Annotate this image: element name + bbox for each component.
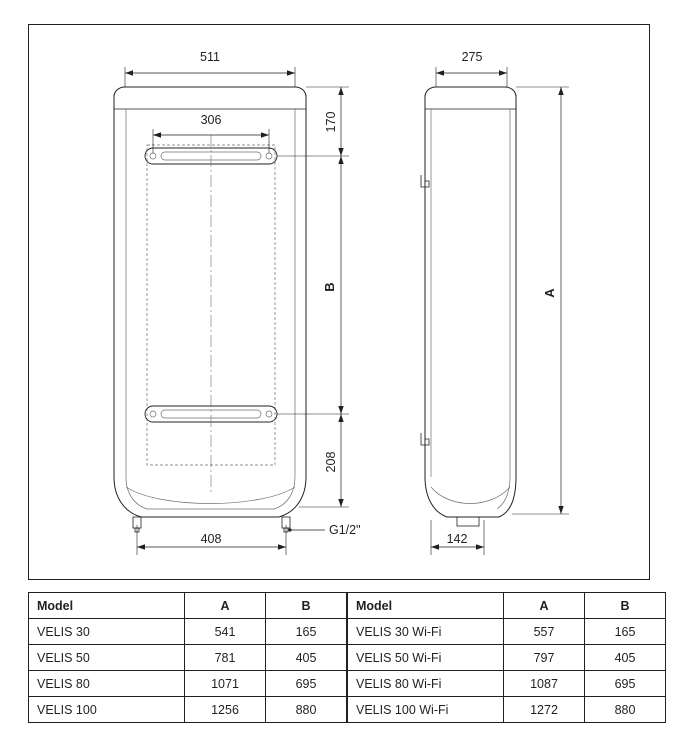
dim-base-depth bbox=[431, 520, 484, 555]
dim-bracket-spacing bbox=[322, 156, 344, 414]
header-model: Model bbox=[348, 593, 504, 619]
cell-b: 165 bbox=[585, 619, 666, 645]
drawing-frame bbox=[28, 24, 650, 580]
dim-label-170: 170 bbox=[324, 111, 338, 133]
dim-base-width bbox=[137, 525, 286, 555]
table-row bbox=[348, 619, 666, 645]
table-row bbox=[348, 697, 666, 723]
side-water-connections bbox=[457, 517, 479, 526]
table-header-row bbox=[29, 593, 347, 619]
cell-b: 880 bbox=[585, 697, 666, 723]
cell-a: 1256 bbox=[185, 697, 266, 723]
dim-label-A: A bbox=[542, 288, 557, 298]
spec-tables bbox=[28, 592, 650, 723]
cell-a: 541 bbox=[185, 619, 266, 645]
table-header-row bbox=[348, 593, 666, 619]
cell-model: VELIS 30 Wi-Fi bbox=[348, 619, 504, 645]
cell-model: VELIS 50 bbox=[29, 645, 185, 671]
front-view bbox=[114, 50, 361, 555]
cell-a: 557 bbox=[504, 619, 585, 645]
cell-b: 695 bbox=[585, 671, 666, 697]
table-row bbox=[29, 671, 347, 697]
header-b: B bbox=[585, 593, 666, 619]
cell-b: 405 bbox=[266, 645, 347, 671]
cell-model: VELIS 30 bbox=[29, 619, 185, 645]
cell-model: VELIS 80 Wi-Fi bbox=[348, 671, 504, 697]
dim-overall-depth bbox=[436, 50, 507, 87]
table-row bbox=[29, 619, 347, 645]
dim-label-142: 142 bbox=[446, 532, 468, 546]
cell-model: VELIS 100 Wi-Fi bbox=[348, 697, 504, 723]
header-b: B bbox=[266, 593, 347, 619]
dim-overall-height bbox=[512, 87, 569, 514]
dim-lower-bracket-to-bottom bbox=[277, 414, 349, 507]
table-row bbox=[348, 671, 666, 697]
callout-connection-size bbox=[288, 523, 360, 537]
table-row bbox=[29, 697, 347, 723]
dim-top-to-upper-bracket bbox=[277, 87, 349, 156]
cell-a: 1087 bbox=[504, 671, 585, 697]
cell-b: 880 bbox=[266, 697, 347, 723]
dim-label-275: 275 bbox=[461, 50, 483, 64]
table-row bbox=[29, 645, 347, 671]
cell-b: 165 bbox=[266, 619, 347, 645]
dim-label-511: 511 bbox=[200, 50, 220, 64]
side-view bbox=[421, 50, 569, 555]
cell-model: VELIS 100 bbox=[29, 697, 185, 723]
cell-model: VELIS 80 bbox=[29, 671, 185, 697]
cell-b: 695 bbox=[266, 671, 347, 697]
cell-a: 1272 bbox=[504, 697, 585, 723]
dim-label-306: 306 bbox=[200, 113, 222, 127]
cell-model: VELIS 50 Wi-Fi bbox=[348, 645, 504, 671]
cell-a: 797 bbox=[504, 645, 585, 671]
cell-b: 405 bbox=[585, 645, 666, 671]
cell-a: 781 bbox=[185, 645, 266, 671]
header-a: A bbox=[185, 593, 266, 619]
cell-a: 1071 bbox=[185, 671, 266, 697]
drawing-canvas bbox=[29, 25, 649, 579]
water-connections bbox=[133, 517, 290, 532]
dim-label-408: 408 bbox=[200, 532, 222, 546]
callout-label-g12: G1/2" bbox=[329, 523, 361, 537]
header-a: A bbox=[504, 593, 585, 619]
wifi-models-table bbox=[347, 592, 666, 723]
dim-overall-width bbox=[125, 50, 295, 87]
standard-models-table bbox=[28, 592, 347, 723]
dim-label-B: B bbox=[322, 282, 337, 292]
dim-label-208: 208 bbox=[324, 451, 338, 473]
table-row bbox=[348, 645, 666, 671]
header-model: Model bbox=[29, 593, 185, 619]
